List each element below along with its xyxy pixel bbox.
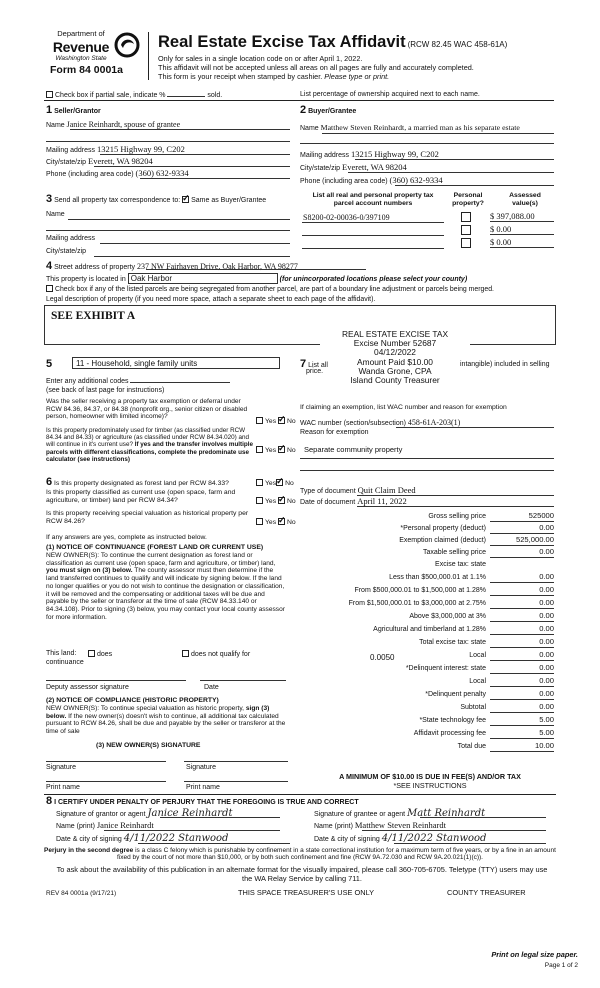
tax-row-value[interactable]: 5.00 bbox=[490, 716, 554, 726]
tax-row-label: *State technology fee bbox=[419, 717, 486, 724]
parcel-number-1[interactable]: S8200-02-00036-0/397109 bbox=[303, 213, 390, 222]
grantee-sig-label: Signature of grantee or agent bbox=[314, 811, 406, 818]
tax-row-label: From $1,500,000.01 to $3,000,000 at 2.75% bbox=[348, 600, 486, 607]
tax-row-label: Agricultural and timberland at 1.28% bbox=[373, 626, 486, 633]
seller-phone-field[interactable]: (360) 632-9334 bbox=[135, 168, 189, 178]
tax-row bbox=[300, 586, 556, 597]
tax-row-value[interactable]: 5.00 bbox=[490, 729, 554, 739]
tax-row bbox=[300, 548, 556, 559]
form-number: Form 84 0001a bbox=[50, 64, 123, 77]
located-note: (for unincorporated locations please select your county) bbox=[279, 276, 468, 283]
dept-line2: Revenue bbox=[52, 38, 110, 55]
alternate-format-note: To ask about the availability of this publication in an alternate format for the visually impaired, please call 360-705-6705. Teletype (TTY) users may use the WA Relay Service by calling 711. bbox=[56, 865, 548, 883]
historic-yes-label: Yes bbox=[265, 519, 277, 526]
tax-row-value[interactable]: 0.00 bbox=[490, 638, 554, 648]
assessed-value-3[interactable]: $ 0.00 bbox=[490, 237, 512, 247]
forest-no-label: No bbox=[285, 480, 294, 487]
exemption-question: Was the seller receiving a property tax exemption or deferral under RCW 84.36, 84.37, or 84.38 (nonprofit org., senior citizen or disabled person, homeowner with limited income)? bbox=[46, 398, 248, 421]
buyer-mailing-field[interactable]: 13215 Highway 99, C202 bbox=[350, 149, 439, 159]
land-does-label: does bbox=[97, 651, 113, 658]
buyer-name-label: Name bbox=[300, 125, 319, 132]
timber-question-bold: If yes and the transfer involves multiple parcels with different classifications, complete the predominate use calculator (see instructions) bbox=[46, 441, 253, 463]
tax-row bbox=[300, 638, 556, 649]
section7-number: 7 bbox=[300, 358, 307, 370]
current-use-no-label: No bbox=[286, 498, 296, 505]
section4-number: 4 bbox=[46, 260, 53, 272]
historic-no-label: No bbox=[286, 519, 296, 526]
tax-row bbox=[300, 560, 556, 571]
additional-codes-label: Enter any additional codes bbox=[46, 378, 129, 385]
tax-row-label: Total excise tax: state bbox=[419, 639, 486, 646]
doc-type-label: Type of document bbox=[300, 488, 356, 495]
corr-city-label: City/state/zip bbox=[46, 248, 87, 255]
exemption-claim-note: If claiming an exemption, list WAC number and reason for exemption bbox=[300, 404, 507, 411]
parcel-col-header: List all real and personal property tax parcel account numbers bbox=[312, 192, 434, 207]
exemption-yes-label: Yes bbox=[265, 418, 277, 425]
personal-property-checkbox-3[interactable] bbox=[461, 238, 471, 248]
current-use-question: Is this property classified as current use (open space, farm and agriculture, or timber) land per RCW 84.34? bbox=[46, 489, 236, 504]
section7-label: List all bbox=[308, 362, 328, 369]
corr-name-label: Name bbox=[46, 211, 65, 218]
tax-row-value[interactable]: 0.00 bbox=[490, 612, 554, 622]
tax-row bbox=[300, 573, 556, 584]
tax-row-value[interactable]: 0.00 bbox=[490, 625, 554, 635]
tax-row-value[interactable]: 0.00 bbox=[490, 690, 554, 700]
land-does-not-checkbox[interactable] bbox=[182, 650, 189, 657]
doc-type-field[interactable]: Quit Claim Deed bbox=[357, 485, 416, 495]
legal-paper-note: Print on legal size paper. bbox=[491, 950, 578, 959]
seller-city-label: City/state/zip bbox=[46, 159, 87, 166]
tax-row bbox=[300, 536, 556, 547]
assessed-value-2[interactable]: $ 0.00 bbox=[490, 224, 512, 234]
tax-row bbox=[300, 716, 556, 727]
legal-label: Legal description of property (if you need more space, attach a separate sheet to each page of the affidavit). bbox=[46, 296, 376, 303]
local-rate-field[interactable]: 0.0050 bbox=[370, 653, 395, 662]
use-code-select[interactable]: 11 - Household, single family units bbox=[72, 357, 280, 369]
partial-percent-field[interactable] bbox=[167, 96, 205, 97]
seller-city-field[interactable]: Everett, WA 98204 bbox=[88, 156, 153, 166]
personal-property-checkbox-1[interactable] bbox=[461, 212, 471, 222]
tax-row-label: Local bbox=[469, 678, 486, 685]
tax-row-label: Subtotal bbox=[460, 704, 486, 711]
tax-row bbox=[300, 703, 556, 714]
dor-logo bbox=[46, 30, 142, 82]
timber-no-checkbox[interactable] bbox=[278, 446, 285, 453]
tax-row-label: Taxable selling price bbox=[422, 549, 486, 556]
forest-yes-checkbox[interactable] bbox=[256, 479, 263, 486]
timber-yes-checkbox[interactable] bbox=[256, 446, 263, 453]
land-does-checkbox[interactable] bbox=[88, 650, 95, 657]
see-instructions: *SEE INSTRUCTIONS bbox=[393, 781, 467, 790]
grantor-name-label: Name (print) bbox=[56, 823, 95, 830]
perjury-text: is a class C felony which is punishable by confinement in a state correctional institution for a maximum term of five years, or by a fine in an amount fixed by the court of not more than $10,000, or by both such confinement and fine (RCW 9A.72.030 and RCW 9A.20.021(1)(c)). bbox=[116, 847, 556, 862]
notice1-title: (1) NOTICE OF CONTINUANCE (FOREST LAND OR CURRENT USE) bbox=[46, 544, 264, 551]
tax-row bbox=[300, 612, 556, 623]
historic-question: Is this property receiving special valuation as historical property per RCW 84.26? bbox=[46, 510, 249, 525]
tax-row-label: Exemption claimed (deduct) bbox=[399, 537, 486, 544]
legal-description-box[interactable] bbox=[44, 305, 556, 345]
reason-label: Reason for exemption bbox=[300, 429, 369, 436]
tax-row-label: Above $3,000,000 at 3% bbox=[409, 613, 486, 620]
reason-field[interactable]: Separate community property bbox=[304, 445, 403, 454]
historic-no-checkbox[interactable] bbox=[278, 518, 285, 525]
section2-number: 2 bbox=[300, 104, 307, 116]
wac-field[interactable]: 458-61A-203(1) bbox=[407, 418, 461, 427]
assessed-col-header: Assessed value(s) bbox=[509, 192, 541, 207]
tax-row-value[interactable]: 0.00 bbox=[490, 677, 554, 687]
stamp-line1: REAL ESTATE EXCISE TAX bbox=[341, 329, 449, 339]
stamp-line5: Wanda Grone, CPA bbox=[358, 365, 432, 376]
street-address-field[interactable]: 237 NW Fairhaven Drive, Oak Harbor, WA 98277 bbox=[136, 262, 298, 271]
seller-mailing-label: Mailing address bbox=[46, 147, 96, 154]
section7-label2: price. bbox=[306, 368, 324, 375]
section8-number: 8 bbox=[46, 795, 53, 807]
forest-yes-label: Yes bbox=[265, 480, 277, 487]
grantor-signature[interactable]: Janice Reinhardt bbox=[147, 808, 233, 819]
rev-number: REV 84 0001a (9/17/21) bbox=[46, 890, 117, 897]
same-as-buyer-label: Same as Buyer/Grantee bbox=[191, 197, 267, 204]
tax-row bbox=[300, 729, 556, 740]
deputy-signature-label: Deputy assessor signature bbox=[46, 684, 129, 691]
notice2-bold: sign (3) below. bbox=[46, 705, 270, 720]
stamp-line6: Island County Treasurer bbox=[350, 375, 440, 386]
grantee-signature[interactable]: Matt Reinhardt bbox=[407, 808, 486, 819]
notice2-title: (2) NOTICE OF COMPLIANCE (HISTORIC PROPERTY) bbox=[46, 697, 219, 704]
stamp-line4: Amount Paid $10.00 bbox=[357, 356, 433, 367]
header-note2: This affidavit will not be accepted unless all areas on all pages are fully and accurately completed. bbox=[158, 62, 474, 72]
same-as-buyer-checkbox[interactable] bbox=[182, 196, 189, 203]
tax-row bbox=[300, 690, 556, 701]
section7-intangible: intangible) included in selling bbox=[460, 361, 550, 368]
treasurer-stamp bbox=[320, 330, 470, 385]
this-land-label: This land: bbox=[46, 650, 77, 657]
tax-row-label: Gross selling price bbox=[428, 513, 486, 520]
grantee-name-label: Name (print) bbox=[314, 823, 353, 830]
street-label: Street address of property bbox=[54, 264, 136, 271]
buyer-city-label: City/state/zip bbox=[300, 165, 341, 172]
grantee-date-city[interactable]: 4/11/2022 Stanwood bbox=[381, 833, 487, 844]
tax-row-value[interactable]: 10.00 bbox=[490, 742, 554, 752]
tax-row bbox=[300, 599, 556, 610]
tax-row-value[interactable]: 525000 bbox=[490, 512, 554, 522]
exemption-no-label: No bbox=[286, 418, 296, 425]
located-select[interactable]: Oak Harbor bbox=[128, 273, 278, 284]
tax-row-value[interactable]: 0.00 bbox=[490, 586, 554, 596]
doc-date-field[interactable]: April 11, 2022 bbox=[357, 496, 407, 506]
owner-signature-label-2: Signature bbox=[186, 764, 216, 771]
forest-question: Is this property designated as forest land per RCW 84.33? bbox=[54, 480, 229, 487]
personal-col-header: Personal property? bbox=[452, 192, 484, 207]
forest-no-checkbox[interactable] bbox=[276, 479, 283, 486]
section5-number: 5 bbox=[46, 358, 53, 370]
current-use-yes-checkbox[interactable] bbox=[256, 497, 263, 504]
partial-sold-label: sold. bbox=[207, 92, 223, 99]
tax-row-label: Excise tax: state bbox=[435, 561, 486, 568]
statute: (RCW 82.45 WAC 458-61A) bbox=[407, 40, 508, 49]
section1-number: 1 bbox=[46, 104, 53, 116]
header-note3: This form is your receipt when stamped by cashier. bbox=[158, 71, 323, 81]
personal-property-checkbox-2[interactable] bbox=[461, 225, 471, 235]
continuance-label: continuance bbox=[46, 659, 84, 666]
dept-line3: Washington State bbox=[55, 54, 107, 62]
grantor-name-field[interactable]: Janice Reinhardt bbox=[96, 820, 154, 830]
grantor-sig-label: Signature of grantor or agent bbox=[56, 811, 146, 818]
owner-signature-label-1: Signature bbox=[46, 764, 76, 771]
tax-row-value[interactable]: 0.00 bbox=[490, 548, 554, 558]
legal-description-text: SEE EXHIBIT A bbox=[51, 310, 136, 322]
stamp-line2: Excise Number 52687 bbox=[353, 338, 437, 349]
perjury-bold: Perjury in the second degree bbox=[44, 847, 134, 854]
corr-mailing-label: Mailing address bbox=[46, 235, 96, 242]
tax-row bbox=[300, 742, 556, 753]
buyer-name-field[interactable]: Matthew Steven Reinhardt, a married man as his separate estate bbox=[320, 123, 520, 132]
tax-row-value[interactable]: 0.00 bbox=[490, 703, 554, 713]
tax-row-label: *Personal property (deduct) bbox=[400, 525, 486, 532]
treasurer-use-label: THIS SPACE TREASURER'S USE ONLY bbox=[238, 888, 375, 897]
page-number: Page 1 of 2 bbox=[544, 962, 578, 969]
seller-name-label: Name bbox=[46, 122, 65, 129]
section3-number: 3 bbox=[46, 193, 53, 205]
if-yes-note: If any answers are yes, complete as instructed below. bbox=[46, 534, 207, 541]
see-back-note: (see back of last page for instructions) bbox=[46, 387, 165, 394]
seller-name-field[interactable]: Janice Reinhardt, spouse of grantee bbox=[66, 120, 181, 129]
buyer-mailing-label: Mailing address bbox=[300, 152, 350, 159]
located-label: This property is located in bbox=[46, 276, 126, 283]
section6-number: 6 bbox=[46, 476, 53, 488]
current-use-no-checkbox[interactable] bbox=[278, 497, 285, 504]
tax-row-value[interactable]: 0.00 bbox=[490, 573, 554, 583]
ownership-note: List percentage of ownership acquired next to each name. bbox=[300, 91, 480, 98]
tax-row-label: *Delinquent penalty bbox=[425, 691, 486, 698]
notice1-text-a: NEW OWNER(S): To continue the current designation as forest land or classification as current use (open space, farm and agriculture, or timber) land, bbox=[46, 552, 276, 567]
tax-row-value[interactable]: 525,000.00 bbox=[490, 536, 554, 546]
wac-label: WAC number (section/subsection) bbox=[300, 420, 406, 427]
dept-line1: Department of bbox=[57, 29, 105, 38]
tax-row-value[interactable]: 0.00 bbox=[490, 651, 554, 661]
doc-date-label: Date of document bbox=[300, 499, 356, 506]
owner-print-label-1: Print name bbox=[46, 784, 80, 791]
tax-row-label: From $500,000.01 to $1,500,000 at 1.28% bbox=[354, 587, 486, 594]
grantor-date-city[interactable]: 4/11/2022 Stanwood bbox=[123, 833, 229, 844]
buyer-phone-label: Phone (including area code) bbox=[300, 178, 388, 185]
header-note1: Only for sales in a single location code on or after April 1, 2022. bbox=[158, 54, 363, 63]
grantor-date-label: Date & city of signing bbox=[56, 836, 122, 843]
notice1-text-b: The county assessor must then determine if the land transferred continues to qualify and will indicate by signing below. If the land no longer qualifies or you do not wish to continue the designation or classification, it will be removed and the compensating or additional taxes will be due and payable by the seller or transferor at the time of sale (RCW 84.33.140 or 84.34.108). Prior to signing (3) below, you may contact your local county assessor for more information. bbox=[46, 567, 285, 621]
tax-row bbox=[300, 677, 556, 688]
additional-codes-field[interactable] bbox=[130, 382, 230, 383]
seller-mailing-field[interactable]: 13215 Highway 99, C202 bbox=[96, 144, 185, 154]
certify-statement: I CERTIFY UNDER PENALTY OF PERJURY THAT THE FOREGOING IS TRUE AND CORRECT bbox=[54, 799, 359, 806]
notice1-bold: you must sign on (3) below. bbox=[46, 567, 133, 575]
timber-question: Is this property predominately used for timber (as classified under RCW 84.34 and 84.33) or agriculture (as classified under RCW 84.34.020) and will continue in it's current use? bbox=[46, 427, 250, 449]
land-does-not-label: does not qualify for bbox=[191, 651, 251, 658]
buyer-phone-field[interactable]: (360) 632-9334 bbox=[389, 175, 443, 185]
notice3-title: (3) NEW OWNER(S) SIGNATURE bbox=[96, 742, 201, 749]
partial-sale-checkbox[interactable] bbox=[46, 91, 53, 98]
buyer-heading: Buyer/Grantee bbox=[308, 108, 357, 115]
header-note3-italic: Please type or print. bbox=[324, 71, 390, 81]
timber-yes-label: Yes bbox=[265, 447, 277, 454]
correspondence-heading: Send all property tax correspondence to: bbox=[54, 197, 181, 204]
stamp-line3: 04/12/2022 bbox=[374, 347, 416, 358]
grantee-name-field[interactable]: Matthew Steven Reinhardt bbox=[354, 820, 446, 830]
buyer-city-field[interactable]: Everett, WA 98204 bbox=[342, 162, 407, 172]
timber-no-label: No bbox=[286, 447, 296, 454]
exemption-yes-checkbox[interactable] bbox=[256, 417, 263, 424]
current-use-yes-label: Yes bbox=[265, 498, 277, 505]
assessed-value-1[interactable]: $ 397,088.00 bbox=[490, 211, 535, 221]
tax-row-label: Less than $500,000.01 at 1.1% bbox=[389, 574, 486, 581]
tax-row-label: Total due bbox=[457, 743, 486, 750]
minimum-note: A MINIMUM OF $10.00 IS DUE IN FEE(S) AND/OR TAX bbox=[339, 772, 521, 781]
notice2-text-a: NEW OWNER(S): To continue special valuation as historic property, bbox=[46, 705, 245, 712]
tax-row-label: *Delinquent interest: state bbox=[405, 665, 486, 672]
partial-sale-label: Check box if partial sale, indicate % bbox=[55, 92, 166, 99]
dor-swirl-icon bbox=[114, 32, 140, 58]
tax-row-value[interactable]: 0.00 bbox=[490, 524, 554, 534]
deputy-date-label: Date bbox=[204, 684, 219, 691]
seller-phone-label: Phone (including area code) bbox=[46, 171, 134, 178]
segregated-checkbox[interactable] bbox=[46, 285, 53, 292]
tax-row-value[interactable]: 0.00 bbox=[490, 599, 554, 609]
tax-row bbox=[300, 651, 556, 662]
tax-row bbox=[300, 625, 556, 636]
tax-row bbox=[300, 524, 556, 535]
notice2-text-b: If the new owner(s) doesn't wish to continue, all additional tax calculated pursuant to RCW 84.26, shall be due and payable by the seller or transferor at the time of sale bbox=[46, 712, 286, 736]
owner-print-label-2: Print name bbox=[186, 784, 220, 791]
tax-row bbox=[300, 664, 556, 675]
tax-row-label: Affidavit processing fee bbox=[413, 730, 486, 737]
tax-row-label: Local bbox=[469, 652, 486, 659]
seller-heading: Seller/Grantor bbox=[54, 108, 101, 115]
historic-yes-checkbox[interactable] bbox=[256, 518, 263, 525]
grantee-date-label: Date & city of signing bbox=[314, 836, 380, 843]
tax-row bbox=[300, 512, 556, 523]
segregated-label: Check box if any of the listed parcels are being segregated from another parcel, are part of a boundary line adjustment or parcels being merged. bbox=[55, 286, 494, 293]
exemption-no-checkbox[interactable] bbox=[278, 417, 285, 424]
county-treasurer-label: COUNTY TREASURER bbox=[447, 888, 526, 897]
tax-row-value[interactable]: 0.00 bbox=[490, 664, 554, 674]
page-title: Real Estate Excise Tax Affidavit bbox=[158, 33, 406, 51]
